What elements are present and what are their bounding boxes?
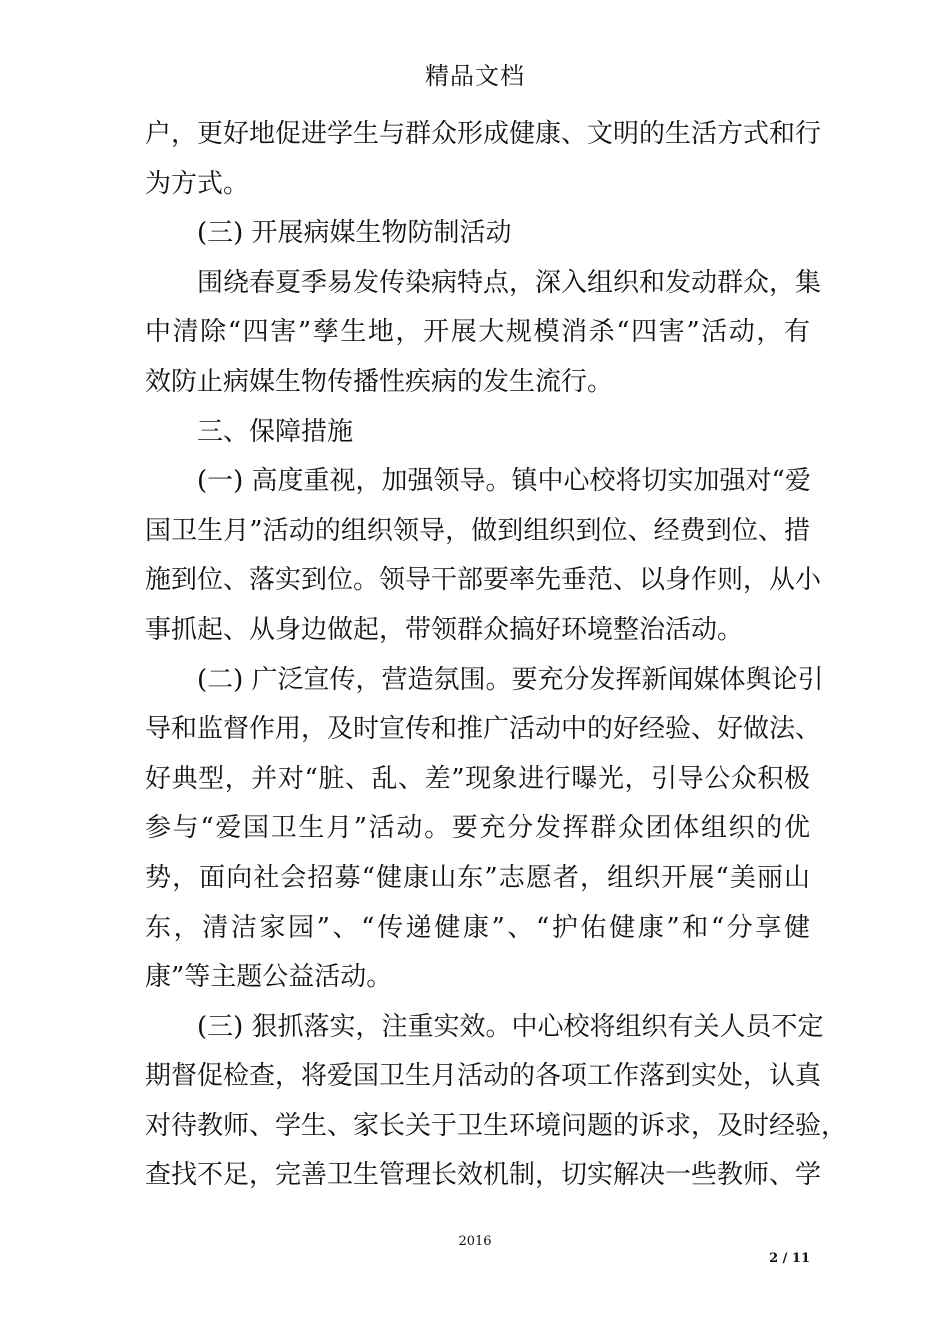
line-text: 东，清洁家园”、“传递健康”、“护佑健康”和“分享健: [145, 912, 810, 943]
line-text: (一) 高度重视，加强领导。镇中心校将切实加强对“爱: [197, 466, 811, 497]
line-text: 查找不足，完善卫生管理长效机制，切实解决一些教师、学: [145, 1160, 822, 1191]
text-line: [145, 259, 822, 309]
text-line: [145, 209, 810, 259]
line-text: (三) 开展病媒生物防制活动: [197, 218, 512, 249]
page-header-title: 精品文档: [425, 62, 525, 90]
line-text: 对待教师、学生、家长关于卫生环境问题的诉求，及时经验，: [145, 1110, 848, 1141]
text-line: [145, 507, 810, 557]
text-line: [145, 953, 810, 1003]
line-text: (二) 广泛宣传，营造氛围。要充分发挥新闻媒体舆论引: [197, 664, 824, 695]
text-line: [145, 705, 822, 755]
text-line: [145, 1003, 824, 1053]
text-line: [145, 457, 810, 507]
text-line: [145, 308, 810, 358]
text-line: [145, 358, 810, 408]
line-text: 施到位、落实到位。领导干部要率先垂范、以身作则，从小: [145, 565, 822, 596]
line-text: 好典型，并对“脏、乱、差”现象进行曝光，引导公众积极: [145, 763, 810, 794]
line-text: 期督促检查，将爱国卫生月活动的各项工作落到实处，认真: [145, 1061, 822, 1092]
line-text: 导和监督作用，及时宣传和推广活动中的好经验、好做法、: [145, 714, 822, 745]
line-text: 效防止病媒生物传播性疾病的发生流行。: [145, 366, 614, 397]
text-line: [145, 160, 810, 210]
text-line: [145, 606, 810, 656]
line-text: 康”等主题公益活动。: [145, 962, 393, 993]
line-text: 户，更好地促进学生与群众形成健康、文明的生活方式和行: [145, 119, 822, 149]
text-line: [145, 110, 822, 160]
line-text: 参与“爱国卫生月”活动。要充分发挥群众团体组织的优: [145, 813, 810, 844]
text-line: [145, 904, 810, 954]
line-text: 为方式。: [145, 168, 250, 199]
text-line: [145, 755, 810, 805]
page-number: 2 / 11: [769, 1251, 810, 1266]
line-text: 势，面向社会招募“健康山东”志愿者，组织开展“美丽山: [145, 862, 810, 893]
text-line: [145, 1102, 848, 1152]
line-text: 国卫生月”活动的组织领导，做到组织到位、经费到位、措: [145, 515, 810, 546]
document-body: [145, 110, 848, 1201]
line-text: 围绕春夏季易发传染病特点，深入组织和发动群众，集: [197, 267, 822, 298]
text-line: [145, 408, 810, 458]
footer-year: 2016: [458, 1234, 492, 1249]
text-line: [145, 1052, 822, 1102]
text-line: [145, 656, 824, 706]
text-line: [145, 1151, 822, 1201]
text-line: [145, 854, 810, 904]
line-text: 事抓起、从身边做起，带领群众搞好环境整治活动。: [145, 614, 744, 645]
text-line: [145, 804, 810, 854]
text-line: [145, 556, 822, 606]
line-text: 中清除“四害”孳生地，开展大规模消杀“四害”活动，有: [145, 317, 810, 348]
line-text: (三) 狠抓落实，注重实效。中心校将组织有关人员不定: [197, 1011, 824, 1042]
line-text: 三、保障措施: [197, 416, 354, 447]
